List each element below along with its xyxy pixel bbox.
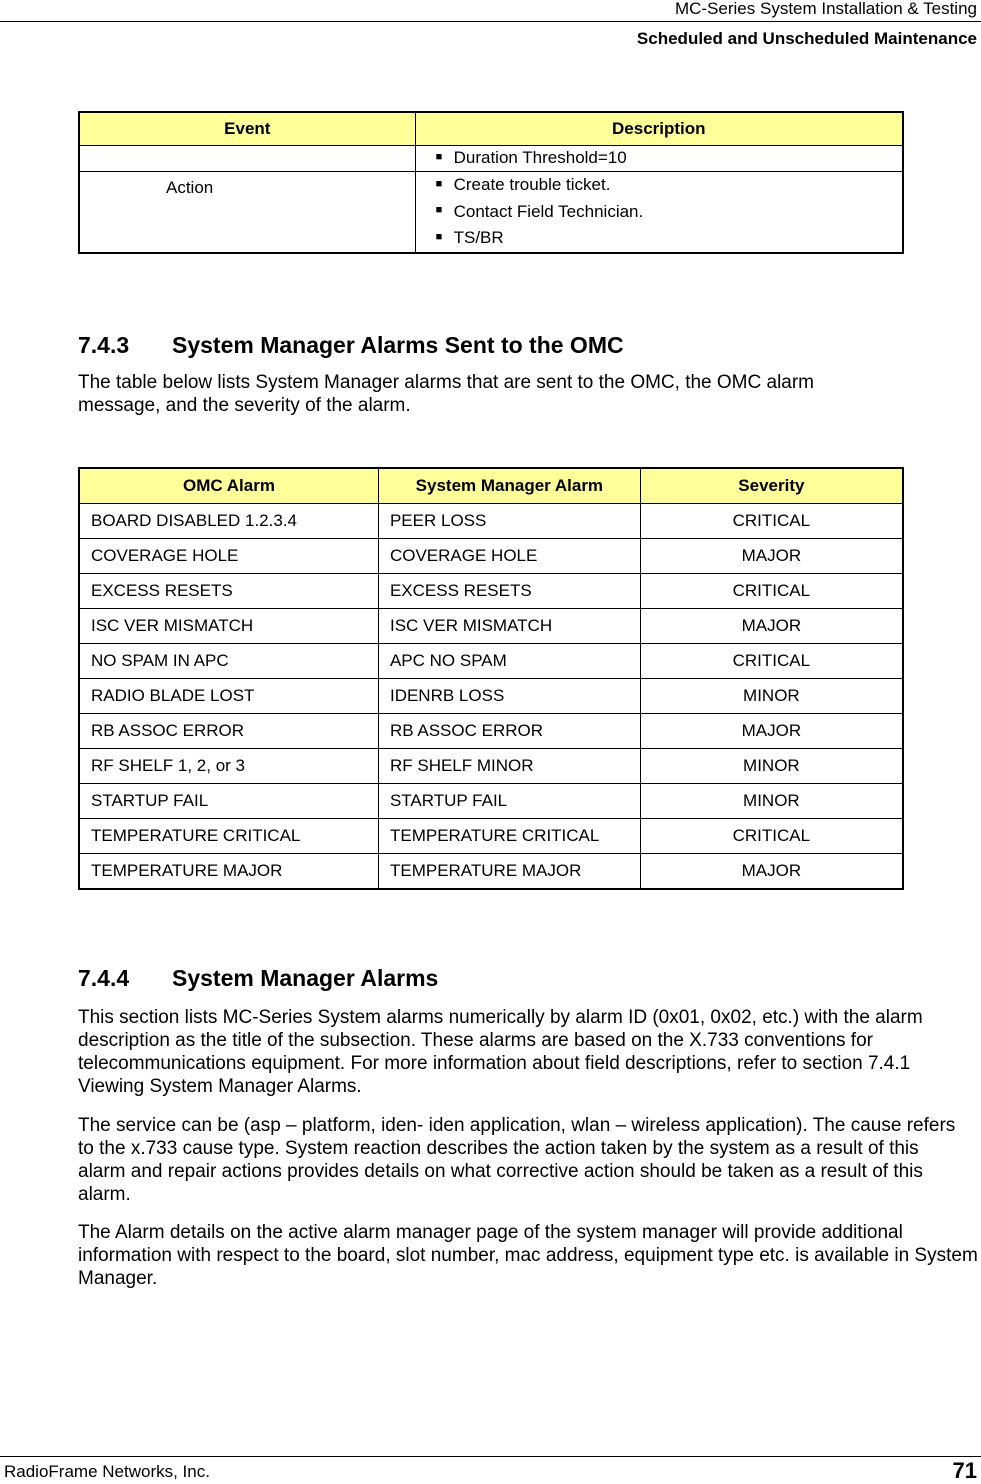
system-manager-alarm-cell: PEER LOSS — [378, 504, 640, 539]
bullet-icon: ■ — [435, 230, 443, 243]
omc-alarm-cell: TEMPERATURE CRITICAL — [79, 819, 378, 854]
system-manager-alarm-cell: ISC VER MISMATCH — [378, 609, 640, 644]
omc-alarm-cell: STARTUP FAIL — [79, 784, 378, 819]
event-cell: Action — [79, 172, 415, 253]
list-item: ■ Duration Threshold=10 — [416, 147, 902, 170]
event-cell — [79, 146, 415, 172]
alarm-table — [78, 467, 904, 890]
body-paragraph: This section lists MC-Series System alarms numerically by alarm ID (0x01, 0x02, etc.) with the alarm description as the title of the subsection. These alarms are based on the X.733 conventions for telecommunications equipment. For more information about field descriptions, refer to section 7.4.1 Viewing System Manager Alarms. — [78, 1007, 923, 1097]
severity-cell: MINOR — [640, 784, 903, 819]
table-row — [79, 679, 903, 714]
section-number: 7.4.3 — [78, 332, 130, 358]
omc-alarm-cell: EXCESS RESETS — [79, 574, 378, 609]
table-row — [79, 784, 903, 819]
system-manager-alarm-cell: EXCESS RESETS — [378, 574, 640, 609]
table-row — [79, 749, 903, 784]
event-table — [78, 111, 904, 254]
omc-alarm-cell: NO SPAM IN APC — [79, 644, 378, 679]
event-column-header: Event — [79, 112, 415, 146]
severity-cell: CRITICAL — [640, 644, 903, 679]
severity-cell: MAJOR — [640, 714, 903, 749]
section-heading-7-4-3 — [78, 332, 624, 358]
severity-cell: CRITICAL — [640, 504, 903, 539]
list-item: ■ Create trouble ticket. — [416, 172, 902, 199]
bullet-icon: ■ — [435, 150, 443, 163]
system-manager-alarm-cell: STARTUP FAIL — [378, 784, 640, 819]
omc-alarm-column-header: OMC Alarm — [79, 468, 378, 504]
omc-alarm-cell: RADIO BLADE LOST — [79, 679, 378, 714]
section-title: System Manager Alarms — [172, 965, 439, 991]
table-row — [79, 574, 903, 609]
system-manager-alarm-cell: IDENRB LOSS — [378, 679, 640, 714]
table-row — [79, 714, 903, 749]
table-row — [79, 609, 903, 644]
bullet-icon: ■ — [435, 204, 443, 217]
section-heading-7-4-4 — [78, 965, 438, 991]
severity-cell: MINOR — [640, 679, 903, 714]
page-number: 71 — [952, 1458, 977, 1483]
severity-column-header: Severity — [640, 468, 903, 504]
table-row — [79, 854, 903, 890]
description-cell — [415, 172, 903, 253]
table-row — [79, 504, 903, 539]
omc-alarm-cell: COVERAGE HOLE — [79, 539, 378, 574]
table-row — [79, 644, 903, 679]
list-item: ■ TS/BR — [416, 225, 902, 252]
system-manager-alarm-cell: RF SHELF MINOR — [378, 749, 640, 784]
omc-alarm-cell: RF SHELF 1, 2, or 3 — [79, 749, 378, 784]
severity-cell: MINOR — [640, 749, 903, 784]
body-paragraph: The Alarm details on the active alarm manager page of the system manager will provide additional information with respect to the board, slot number, mac address, equipment type etc. is available in System Manager. — [78, 1222, 978, 1289]
system-manager-alarm-column-header: System Manager Alarm — [378, 468, 640, 504]
system-manager-alarm-cell: RB ASSOC ERROR — [378, 714, 640, 749]
body-paragraph: The service can be (asp – platform, iden- iden application, wlan – wireless application). The cause refers to the x.733 cause type. System reaction describes the action taken by the system as a result of this alarm and repair actions provides details on what corrective action should be taken as a result of this alarm. — [78, 1115, 956, 1205]
severity-cell: MAJOR — [640, 539, 903, 574]
omc-alarm-cell: ISC VER MISMATCH — [79, 609, 378, 644]
header-title: MC-Series System Installation & Testing — [674, 0, 977, 18]
omc-alarm-cell: TEMPERATURE MAJOR — [79, 854, 378, 890]
omc-alarm-cell: RB ASSOC ERROR — [79, 714, 378, 749]
table-row — [79, 172, 903, 253]
table-row — [79, 146, 903, 172]
system-manager-alarm-cell: COVERAGE HOLE — [378, 539, 640, 574]
header-rule — [0, 21, 981, 22]
system-manager-alarm-cell: APC NO SPAM — [378, 644, 640, 679]
footer-rule — [0, 1456, 981, 1457]
section-title: System Manager Alarms Sent to the OMC — [172, 332, 624, 358]
footer-company: RadioFrame Networks, Inc. — [4, 1462, 210, 1481]
description-cell — [415, 146, 903, 172]
severity-cell: MAJOR — [640, 854, 903, 890]
event-table-header-row — [79, 112, 903, 146]
section-number: 7.4.4 — [78, 965, 130, 991]
table-row — [79, 539, 903, 574]
description-column-header: Description — [415, 112, 903, 146]
section-intro: The table below lists System Manager alarms that are sent to the OMC, the OMC alarm message, and the severity of the alarm. — [78, 372, 815, 416]
severity-cell: CRITICAL — [640, 574, 903, 609]
list-item: ■ Contact Field Technician. — [416, 199, 902, 226]
omc-alarm-cell: BOARD DISABLED 1.2.3.4 — [79, 504, 378, 539]
system-manager-alarm-cell: TEMPERATURE CRITICAL — [378, 819, 640, 854]
bullet-icon: ■ — [435, 177, 443, 190]
system-manager-alarm-cell: TEMPERATURE MAJOR — [378, 854, 640, 890]
header-subtitle: Scheduled and Unscheduled Maintenance — [636, 29, 977, 48]
table-row — [79, 819, 903, 854]
severity-cell: MAJOR — [640, 609, 903, 644]
severity-cell: CRITICAL — [640, 819, 903, 854]
alarm-table-header-row — [79, 468, 903, 504]
